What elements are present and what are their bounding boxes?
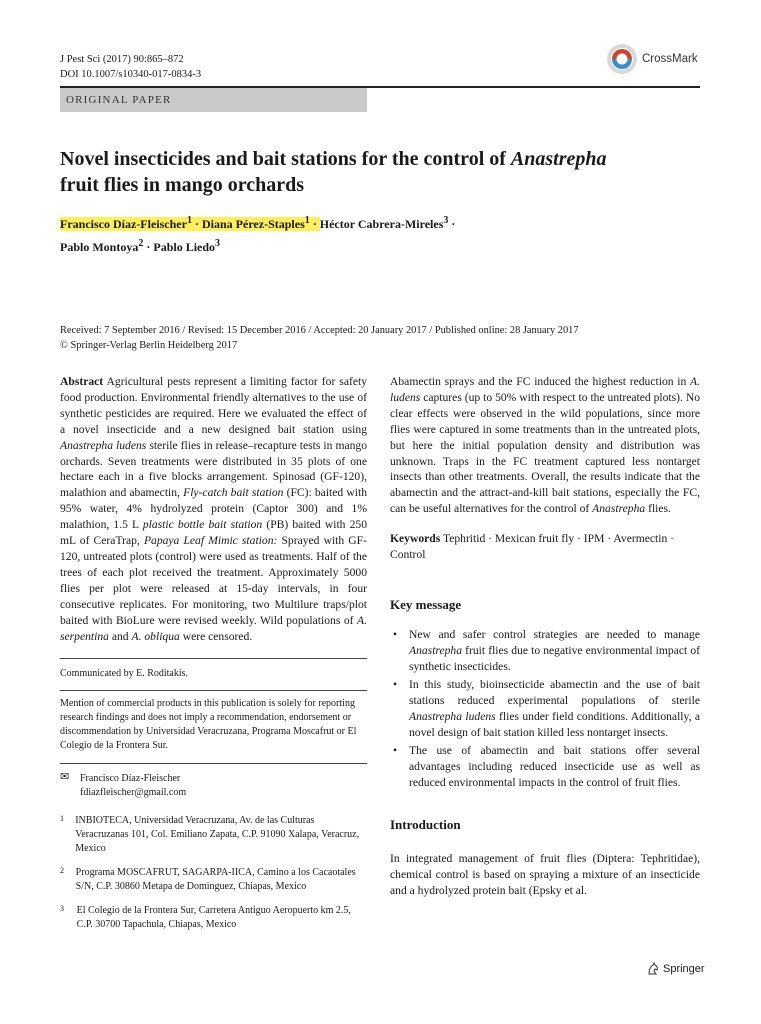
affiliation: 3 El Colegio de la Frontera Sur, Carretera Antiguo Aeropuerto km 2.5, C.P. 30700 Tapachula, Chiapas, Mexico <box>60 904 351 931</box>
footnote-divider <box>60 690 367 691</box>
introduction-paragraph: In integrated management of fruit flies (Diptera: Tephritidae), chemical control is based on spraying a mixture of an insecticide and a hydrolyzed protein bait (Epsky et al. <box>390 851 700 897</box>
envelope-icon: ✉ <box>60 771 70 784</box>
author-list: Francisco Díaz-Fleischer$^1$ · Diana Pérez-Staples$^1$ · Héctor Cabrera-Mireles$^3$ · Pablo Montoya$^2$ · Pablo Liedo$^3$ <box>60 215 456 254</box>
journal-header <box>60 52 201 82</box>
contact-email[interactable]: fdiazfleischer@gmail.com <box>80 787 187 799</box>
list-item: • In this study, bioinsecticide abamectin and the use of bait stations reduced experimental populations of sterile Anastrepha ludens flies under field conditions. Additionally, a novel design of bait station killed less nontarget insects. <box>390 677 700 741</box>
list-item: • The use of abamectin and bait stations offer several advantages including reduced insecticide use as well as reduced environmental impacts in the control of fruit flies. <box>390 743 700 791</box>
right-column <box>390 374 700 899</box>
crossmark-label: CrossMark <box>642 53 698 65</box>
publisher-footer <box>646 962 705 976</box>
key-message-list <box>390 627 700 791</box>
article-type-label: ORIGINAL PAPER <box>60 88 367 112</box>
author[interactable]: Héctor Cabrera-Mireles$^3$ <box>319 215 449 231</box>
footnote-divider <box>60 658 367 659</box>
publisher-name: Springer <box>663 963 705 975</box>
key-message-heading: Key message <box>390 596 462 612</box>
disclaimer: Mention of commercial products in this publication is solely for reporting research findings and does not imply a recommendation, endorsement or discommendation by Universidad Veracruzana, Programa Moscafrut or El Colegio de la Frontera Sur. <box>60 698 357 752</box>
crossmark-icon <box>606 43 638 75</box>
doi[interactable]: DOI 10.1007/s10340-017-0834-3 <box>60 69 202 80</box>
title-genus: Anastrepha <box>510 148 607 170</box>
author[interactable]: Diana Pérez-Staples$^1$ <box>201 215 310 231</box>
springer-horse-icon <box>646 962 660 976</box>
corresponding-author: ✉ Francisco Díaz-Fleischer fdiazfleischer@gmail.com <box>60 771 187 799</box>
author[interactable]: Francisco Díaz-Fleischer$^1$ <box>60 215 192 231</box>
paper-title: Novel insecticides and bait stations for the control of Anastrepha fruit flies in mango orchards <box>60 148 607 196</box>
left-column <box>60 374 367 932</box>
communicated-by: Communicated by E. Roditakis. <box>60 668 189 680</box>
journal-citation: J Pest Sci (2017) 90:865–872 <box>60 54 184 65</box>
list-item: • New and safer control strategies are needed to manage Anastrepha fruit flies due to negative environmental impact of synthetic insecticides. <box>390 627 700 675</box>
introduction-heading: Introduction <box>390 816 461 832</box>
affiliation: 2 Programa MOSCAFRUT, SAGARPA-IICA, Camino a los Cacaotales S/N, C.P. 30860 Metapa de Dominguez, Chiapas, Mexico <box>60 866 356 893</box>
abstract-continued: Abamectin sprays and the FC induced the highest reduction in A. ludens captures (up to 50% with respect to the untreated plots). No clear effects were observed in the wild populations, since more flies were captured in some treatments than in the untreated plots, but here the initial population density and distribution was unknown. Traps in the FC treatment captured less nontarget insects than other treatments. Overall, the results indicate that the abamectin and the attract-and-kill bait stations, especially the FC, can be useful alternatives for the control of Anastrepha flies. <box>390 375 700 516</box>
author[interactable]: Pablo Montoya$^2$ <box>60 238 144 254</box>
affiliation: 1 INBIOTECA, Universidad Veracruzana, Av. de las Culturas Veracruzanas 101, Col. Emiliano Zapata, C.P. 91090 Xalapa, Veracruz, Mexico <box>60 814 360 855</box>
publication-dates: Received: 7 September 2016 / Revised: 15 December 2016 / Accepted: 20 January 2017 / Published online: 28 January 2017 © Springer-Verlag Berlin Heidelberg 2017 <box>60 325 579 351</box>
footnote-divider <box>60 763 367 764</box>
keywords: Keywords Tephritid · Mexican fruit fly · IPM · Avermectin · Control <box>390 532 675 562</box>
author[interactable]: Pablo Liedo$^3$ <box>153 238 221 254</box>
crossmark-badge[interactable] <box>606 42 726 76</box>
abstract-paragraph: Abstract Agricultural pests represent a limiting factor for safety food production. Environmental friendly alternatives to the use of synthetic pesticides are required. Here we evaluated the effect of a novel insecticide and a new designed bait station using Anastrepha ludens sterile flies in release–recapture tests in mango orchards. Seven treatments were distributed in 35 plots of one hectare each in a five blocks arrangement. Spinosad (GF-120), malathion and abamectin, Fly-catch bait station (FC): baited with 95% water, 4% hydrolyzed protein (Captor 300) and 1% malathion, 1.5 L plastic bottle bait station (PB) baited with 250 mL of CeraTrap, Papaya Leaf Mimic station: Sprayed with GF-120, untreated plots (control) were used as treatments. Half of the trees of each plot received the treatment. Approximately 5000 flies per plot were released at 15-day intervals, in four consecutive replicates. For monitoring, two Multilure traps/plot baited with BioLure were revised weekly. Wild populations of A. serpentina and A. obliqua were censored. <box>60 375 368 643</box>
